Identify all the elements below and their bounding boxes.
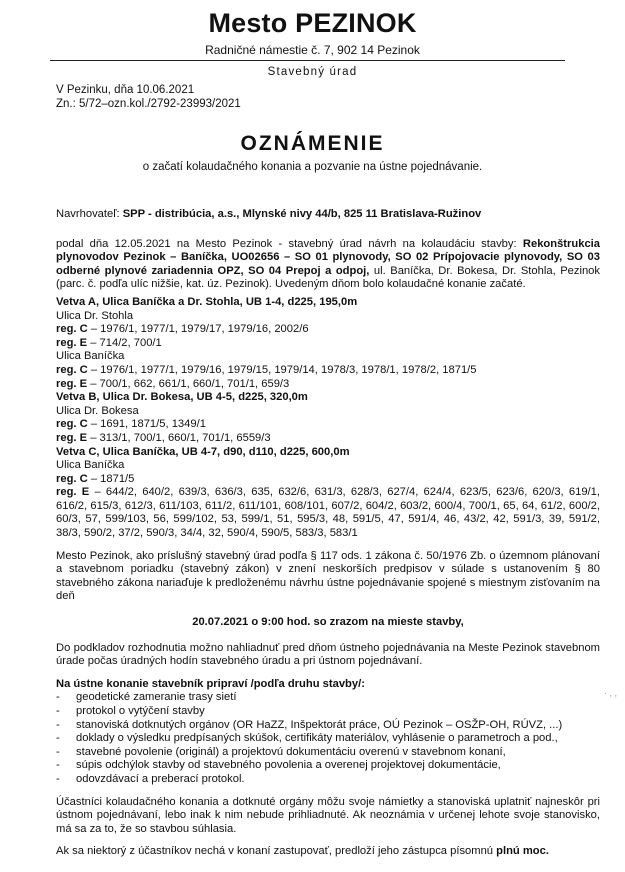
parcel-values: – 700/1, 662, 661/1, 660/1, 701/1, 659/3 (87, 377, 290, 390)
parcel-values: – 1691, 1871/5, 1349/1 (87, 418, 206, 431)
parcel-line (56, 486, 600, 540)
city-address: Radničné námestie č. 7, 902 14 Pezinok (205, 43, 420, 57)
requirements-heading: Na ústne konanie stavebník pripraví /podľa druhu stavby/: (56, 677, 365, 690)
requirements-list (56, 691, 600, 786)
street-name: Ulica Dr. Stohla (56, 309, 134, 322)
parcel-line (56, 364, 600, 378)
parcel-line (56, 337, 600, 351)
notice-title: OZNÁMENIE (240, 132, 385, 155)
participants-paragraph: Účastníci kolaudačného konania a dotknuté orgány môžu svoje námietky a stanoviská uplatniť najneskôr pri ústnom pojednávaní, lebo inak k nim nebude prihliadnuté. Ak neoznámia v určenej lehote svoje stanovisko, má sa za to, že so stavbou súhlasia. (56, 795, 600, 835)
law-paragraph: Mesto Pezinok, ako príslušný stavebný úrad podľa § 117 ods. 1 zákona č. 50/1976 Zb. o územnom plánovaní a stavebnom poriadku (stavebný zákon) v znení neskorších predpisov v súlade s ustanovením § 80 stavebného zákona nariaďuje k predloženému návrhu ústne pojednávanie spojené s miestnym zisťovaním na deň (56, 549, 600, 603)
date-line: V Pezinku, dňa 10.06.2021 (56, 84, 195, 96)
intro-paragraph (56, 238, 600, 292)
intro-tail: ul. Baníčka, Dr. Bokesa, Dr. Stohla, Pezinok (parc. č. podľa ulíc nižšie, kat. úz. Pezinok). Uvedeným dňom bolo kolaudačné konanie začaté. (56, 264, 600, 291)
parcel-line (56, 473, 600, 487)
parcel-line (56, 432, 600, 446)
document-body (56, 208, 600, 859)
power-of-attorney: plnú moc. (496, 845, 549, 858)
parcel-label: reg. C (56, 363, 88, 376)
representation-lead: Ak sa niektorý z účastníkov nechá v konaní zastupovať, predloží jeho zástupca písomnú (56, 845, 497, 858)
parcel-label: reg. C (56, 418, 88, 431)
section-heading: Vetva A, Ulica Baníčka a Dr. Stohla, UB 1-4, d225, 195,0m (56, 295, 358, 308)
list-item: - doklady o výsledku predpísaných skúšok, certifikáty materiálov, vyhlásenie o parametroch a pod., (56, 732, 600, 746)
parcel-line (56, 378, 600, 392)
representation-paragraph (56, 845, 600, 859)
parcel-label: reg. E (56, 486, 90, 499)
parcel-label: reg. E (56, 377, 88, 390)
street-name: Ulica Baníčka (56, 350, 125, 363)
documents-paragraph: Do podkladov rozhodnutia možno nahliadnuť pred dňom ústneho pojednávania na Meste Pezinok stavebnom úrade počas úradných hodín stavebného úradu a pri ústnom pojednávaní. (56, 641, 600, 668)
parcel-values: – 313/1, 700/1, 660/1, 701/1, 6559/3 (87, 431, 271, 444)
parcel-label: reg. C (56, 472, 88, 485)
street-name: Ulica Dr. Bokesa (56, 404, 139, 417)
section-heading: Vetva C, Ulica Baníčka, UB 4-7, d90, d110, d225, 600,0m (56, 445, 350, 458)
reference-number: Zn.: 5/72–ozn.kol./2792-23993/2021 (56, 98, 241, 110)
list-item: - stanoviská dotknutých orgánov (OR HaZZ, Inšpektorát práce, OÚ Pezinok – OSŽP-OH, RÚVZ, ...) (56, 719, 600, 733)
parcel-line (56, 323, 600, 337)
list-item: - odovzdávací a preberací protokol. (56, 773, 600, 787)
list-item: - súpis odchýlok stavby od stavebného povolenia a overenej projektovej dokumentácie, (56, 759, 600, 773)
parcel-line (56, 418, 600, 432)
margin-mark: · , , (604, 688, 617, 698)
parcel-label: reg. C (56, 323, 88, 336)
intro-lead: podal dňa 12.05.2021 na Mesto Pezinok - stavebný úrad návrh na kolaudáciu stavby: (56, 237, 523, 250)
applicant-value: SPP - distribúcia, a.s., Mlynské nivy 44/b, 825 11 Bratislava-Ružinov (122, 208, 482, 220)
applicant-label: Navrhovateľ: (56, 208, 120, 220)
list-item: - stavebné povolenie (originál) a projektovú dokumentáciu overenú v stavebnom konaní, (56, 746, 600, 760)
notice-subtitle: o začatí kolaudačného konania a pozvanie na ústne pojednávanie. (142, 161, 483, 173)
meeting-date: 20.07.2021 o 9:00 hod. so zrazom na mieste stavby, (192, 616, 464, 629)
applicant-line (56, 208, 600, 222)
parcel-values: – 1976/1, 1977/1, 1979/16, 1979/15, 1979/14, 1978/3, 1978/1, 1978/2, 1871/5 (87, 363, 477, 376)
list-item: - geodetické zameranie trasy sietí (56, 691, 600, 705)
parcel-values: – 1871/5 (87, 472, 135, 485)
city-title: Mesto PEZINOK (208, 8, 417, 38)
parcel-values: – 1976/1, 1977/1, 1979/17, 1979/16, 2002/6 (87, 323, 309, 336)
section-heading: Vetva B, Ulica Dr. Bokesa, UB 4-5, d225, 320,0m (56, 391, 308, 404)
parcel-label: reg. E (56, 431, 88, 444)
header-divider (50, 60, 565, 61)
parcel-label: reg. E (56, 336, 88, 349)
parcel-values: – 714/2, 700/1 (87, 336, 162, 349)
list-item: - protokol o vytýčení stavby (56, 705, 600, 719)
parcel-values: – 644/2, 640/2, 639/3, 636/3, 635, 632/6, 631/3, 628/3, 627/4, 624/4, 623/5, 623/6, 620/3, 619/1, 616/2, 615/3, 612/3, 611/103, 611/2, 611/101, 608/101, 607/2, 604/2, 603/2, 600/4, 700/1, 65, 64, 61/2, 600/2, 60/3, 57, 599/103, 56, 599/102, 53, 599/1, 51, 595/3, 48, 591/5, 47, 591/4, 46, 43/2, 42, 591/3, 39, 591/2, 38/3, 590/2, 37/2, 590/3, 34/4, 32, 590/4, 590/5, 583/3, 583/1 (56, 486, 600, 540)
office-name: Stavebný úrad (267, 66, 358, 78)
project-name: Rekonštrukcia plynovodov Pezinok – Baníčka, UO02656 – SO 01 plynovody, SO 02 Prípojovacie plynovody, SO 03 odberné plynové zariadennia OPZ, SO 04 Prepoj a odpoj, (56, 237, 600, 277)
street-name: Ulica Baníčka (56, 459, 125, 472)
